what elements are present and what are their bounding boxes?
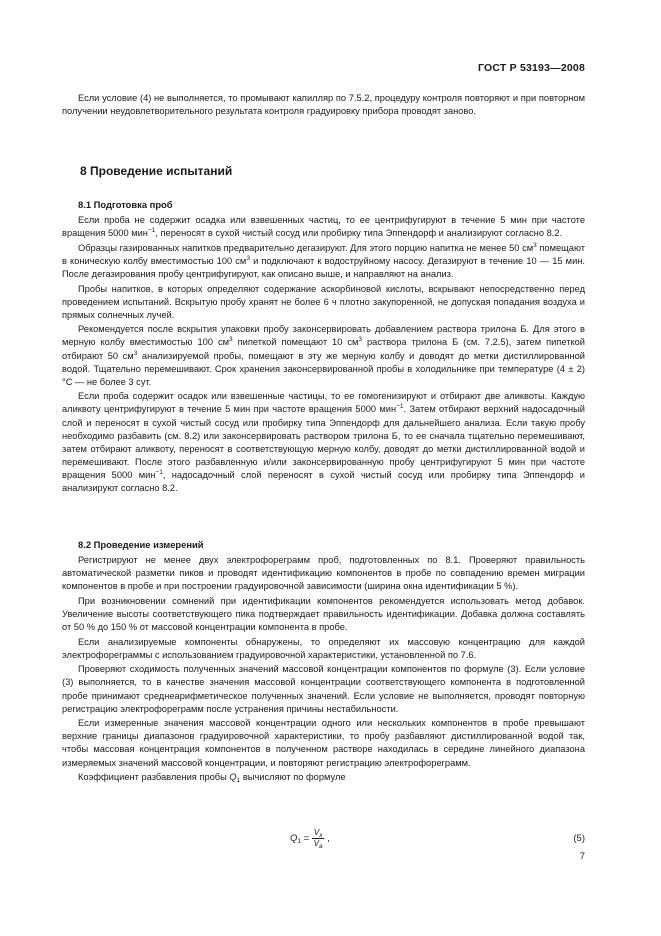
- equation-number: (5): [573, 833, 585, 844]
- paragraph: При возникновении сомнений при идентификации компонентов рекомендуется использовать метод добавок. Увеличение высоты соответствующего пика подтверждает правильность идентификации. Добавка должна составлять от 50 % до 150 % от массовой концентрации компонента в пробе.: [62, 595, 585, 633]
- paragraph: Рекомендуется после вскрытия упаковки пробу законсервировать добавлением раствора трилона Б. Для этого в мерную колбу вместимостью 100 $см^3$ пипеткой помещают 10 $см^3$ раствора трилона Б (см. 7.2.5), затем пипеткой отбирают 50 $см^3$ анализируемой пробы, помещают в эту же мерную колбу и доводят до метки дистиллированной водой. Тщательно перемешивают. Срок хранения законсервированной пробы в холодильнике при температуре (4 ± 2) °С — не более 3 сут.: [62, 324, 586, 387]
- paragraph: Если анализируемые компоненты обнаружены, то определяют их массовую концентрацию для каждой электрофореграммы с использованием градуировочной характеристики, установленной по 7.6.: [62, 636, 585, 660]
- paragraph: Коэффициент разбавления пробы $Q_1$ вычисляют по формуле: [78, 772, 346, 785]
- section-8-1: [62, 198, 585, 497]
- section-8-heading: 8 Проведение испытаний: [80, 164, 233, 178]
- section-8-2: [62, 538, 585, 786]
- section-8-2-heading: 8.2 Проведение измерений: [78, 539, 204, 550]
- paragraph: Образцы газированных напитков предварительно дегазируют. Для этого порцию напитка не менее 50 $см^3$ помещают в коническую колбу вместимостью 100 $см^3$ и подключают к водоструйному насосу. Дегазируют в течение 10 — 15 мин. После дегазирования пробу центрифугируют, как описано выше, и направляют на анализ.: [62, 241, 585, 279]
- paragraph: Если проба содержит осадок или взвешенные частицы, то ее гомогенизируют и отбирают две аликвоты. Каждую аликвоту центрифугируют в течение 5 мин при частоте вращения 5000 мин$^{-1}$. Затем отбирают верхний надосадочный слой и переносят в сухой чистый сосуд или пробирку типа Эппендорф для дальнейшего анализа. Если такую пробу необходимо разбавить (см. 8.2) или законсервировать раствором трилона Б, то ее сначала тщательно перемешивают, затем отбирают аликвоту, переносят в соответствующую мерную колбу, доводят до метки дистиллированной водой и перемешивают. После этого разбавленную и/или законсервированную пробу центрифугируют 5 мин при частоте вращения 5000 мин$^{-1}$, надосадочный слой переносят в сухой чистый сосуд или пробирку типа Эппендорф и анализируют согласно 8.2.: [62, 391, 586, 493]
- section-8-1-heading: 8.1 Подготовка проб: [78, 199, 173, 210]
- intro-text: Если условие (4) не выполняется, то промывают капилляр по 7.5.2, процедуру контроля повторяют и при повторном получении неудовлетворительного результата контроля градуировку прибора проводят заново.: [62, 93, 585, 117]
- paragraph: Если проба не содержит осадка или взвешенных частиц, то ее центрифугируют в течение 5 мин при частоте вращения 5000 мин$^{-1}$, переносят в сухой чистый сосуд или пробирку типа Эппендорф и анализируют согласно 8.2.: [62, 215, 585, 239]
- paragraph: Пробы напитков, в которых определяют содержание аскорбиновой кислоты, вскрывают непосредственно перед проведением испытаний. Вскрытую пробу хранят не более 6 ч плотно закупоренной, не допуская попадания воздуха и прямых солнечных лучей.: [62, 283, 585, 320]
- intro-paragraph: [62, 92, 585, 119]
- paragraph: Регистрируют не менее двух электрофореграмм проб, подготовленных по 8.1. Проверяют правильность автоматической разметки пиков и проводят идентификацию компонентов в пробе по совпадению времен миграции компонентов в пробе и при построении градуировочной зависимости (ширина окна идентификации 5 %).: [62, 555, 585, 592]
- formula-5: $Q_1$ = $\frac{V_x}{V_a}$ ,: [290, 828, 330, 850]
- page-number: 7: [579, 851, 585, 862]
- standard-code: ГОСТ Р 53193—2008: [477, 62, 585, 74]
- paragraph: Проверяют сходимость полученных значений массовой концентрации компонентов по формуле (3). Если условие (3) выполняется, то в качестве значения массовой концентрации соответствующего компонента в подготовленной пробе принимают среднеарифметическое полученных значений. Если условие не выполняется, проводят повторную регистрацию электрофореграмм после устранения причины нестабильности.: [62, 664, 585, 714]
- paragraph: Если измеренные значения массовой концентрации одного или нескольких компонентов в пробе превышают верхние границы диапазонов градуировочной характеристики, то пробу разбавляют дистиллированной водой так, чтобы массовая концентрация компонентов в полученном растворе находилась в середине линейного диапазона измеряемых значений массовой концентрации, и повторяют регистрацию электрофореграмм.: [62, 718, 585, 768]
- fraction: $\frac{V_x}{V_a}$: [313, 828, 323, 850]
